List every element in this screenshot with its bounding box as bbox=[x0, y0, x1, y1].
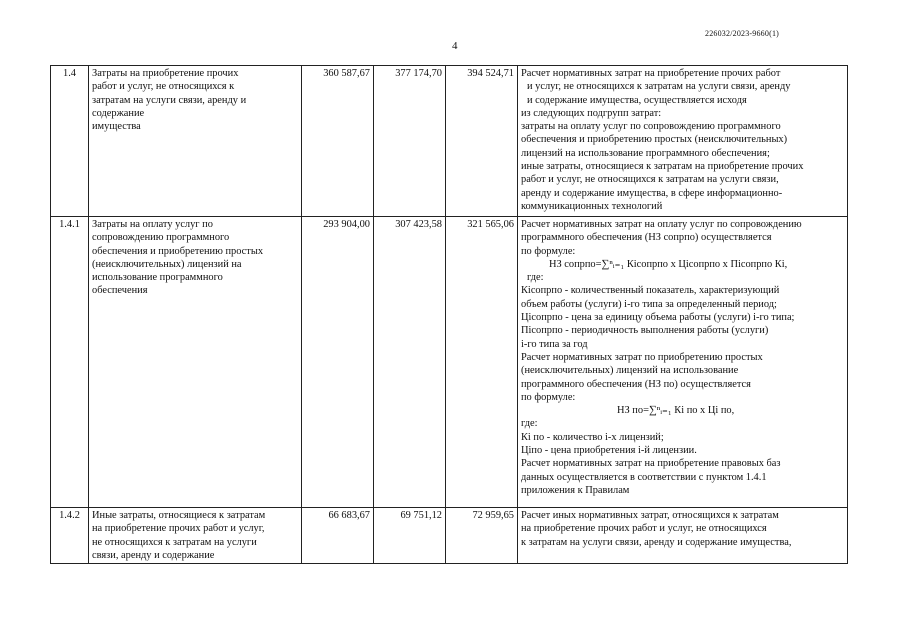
desc-line: і-го типа за год bbox=[521, 338, 588, 350]
page-number: 4 bbox=[452, 40, 458, 52]
name-line: Иные затраты, относящиеся к затратам bbox=[92, 510, 266, 521]
desc-line: Цісопрпо - цена за единицу объема работы (услуги) і-го типа; bbox=[521, 312, 795, 324]
amount-year-3: 394 524,71 bbox=[446, 66, 518, 217]
desc-line: аренду и содержание имущества, в сфере информационно- bbox=[521, 187, 783, 199]
desc-line: объем работы (услуги) і-го типа за определенный период; bbox=[521, 298, 777, 310]
cost-table bbox=[50, 65, 848, 564]
desc-line: Расчет иных нормативных затрат, относящихся к затратам bbox=[521, 510, 779, 521]
amount-year-1: 66 683,67 bbox=[302, 508, 374, 564]
name-line: Затраты на оплату услуг по bbox=[92, 219, 213, 230]
name-line: на приобретение прочих работ и услуг, bbox=[92, 523, 265, 535]
row-name bbox=[89, 217, 302, 508]
amount-year-1: 360 587,67 bbox=[302, 66, 374, 217]
name-line: обеспечения bbox=[92, 285, 148, 297]
desc-line: затраты на оплату услуг по сопровождению программного bbox=[521, 121, 781, 133]
row-description bbox=[518, 66, 848, 217]
desc-line: программного обеспечения (НЗ сопрпо) осуществляется bbox=[521, 232, 772, 244]
document-id: 226032/2023-9660(1) bbox=[705, 29, 780, 38]
sum-symbol: ∑ⁿᵢ₌₁ bbox=[648, 404, 672, 417]
table-row bbox=[51, 508, 848, 564]
desc-line: Ціпо - цена приобретения і-й лицензии. bbox=[521, 445, 697, 457]
name-line: Затраты на приобретение прочих bbox=[92, 68, 239, 79]
desc-line: где: bbox=[521, 418, 538, 430]
amount-year-3: 72 959,65 bbox=[446, 508, 518, 564]
desc-line: коммуникационных технологий bbox=[521, 200, 663, 212]
desc-line: лицензий на использование программного обеспечения; bbox=[521, 147, 770, 159]
row-number: 1.4.1 bbox=[51, 217, 89, 508]
formula-license bbox=[521, 404, 844, 417]
desc-line: Расчет нормативных затрат на приобретение правовых баз bbox=[521, 458, 781, 470]
row-name bbox=[89, 508, 302, 564]
name-line: связи, аренду и содержание bbox=[92, 549, 215, 561]
name-line: (неисключительных) лицензий на bbox=[92, 258, 242, 270]
desc-line: по формуле: bbox=[521, 245, 576, 257]
amount-year-2: 377 174,70 bbox=[374, 66, 446, 217]
name-line: затратам на услуги связи, аренду и bbox=[92, 94, 247, 106]
row-description bbox=[518, 508, 848, 564]
desc-line: иные затраты, относящиеся к затратам на приобретение прочих bbox=[521, 161, 804, 173]
row-number: 1.4 bbox=[51, 66, 89, 217]
desc-line: Расчет нормативных затрат на оплату услуг по сопровождению bbox=[521, 219, 802, 230]
desc-line: и услуг, не относящихся к затратам на услуги связи, аренду bbox=[527, 81, 791, 93]
sum-symbol: ∑ⁿᵢ₌₁ bbox=[601, 257, 625, 270]
row-description bbox=[518, 217, 848, 508]
desc-line: к затратам на услуги связи, аренду и содержание имущества, bbox=[521, 536, 792, 548]
desc-line: Расчет нормативных затрат на приобретение прочих работ bbox=[521, 68, 781, 79]
desc-line: и содержание имущества, осуществляется исходя bbox=[527, 94, 747, 106]
desc-line: Кі по - количество і-х лицензий; bbox=[521, 431, 664, 443]
amount-year-1: 293 904,00 bbox=[302, 217, 374, 508]
row-name bbox=[89, 66, 302, 217]
formula-left: НЗ по= bbox=[617, 405, 649, 417]
desc-line: программного обеспечения (НЗ по) осуществляется bbox=[521, 378, 751, 390]
amount-year-3: 321 565,06 bbox=[446, 217, 518, 508]
formula-right: Кі по х Ці по, bbox=[671, 405, 735, 417]
desc-line: из следующих подгрупп затрат: bbox=[521, 107, 662, 119]
formula-left: НЗ сопрпо= bbox=[549, 258, 602, 270]
desc-line: по формуле: bbox=[521, 391, 576, 403]
amount-year-2: 69 751,12 bbox=[374, 508, 446, 564]
name-line: обеспечения и приобретению простых bbox=[92, 245, 264, 257]
row-number: 1.4.2 bbox=[51, 508, 89, 564]
name-line: работ и услуг, не относящихся к bbox=[92, 81, 235, 93]
formula-right: Кісопрпо х Цісопрпо х Пісопрпо Кі, bbox=[624, 258, 788, 270]
desc-line: Кісопрпо - количественный показатель, характеризующий bbox=[521, 285, 780, 297]
name-line: использование программного bbox=[92, 272, 223, 284]
desc-line: где: bbox=[527, 272, 544, 284]
desc-line: приложения к Правилам bbox=[521, 484, 630, 496]
formula-support bbox=[521, 258, 844, 271]
desc-line: Пісопрпо - периодичность выполнения работы (услуги) bbox=[521, 325, 769, 337]
desc-line: Расчет нормативных затрат по приобретению простых bbox=[521, 351, 763, 363]
name-line: имущества bbox=[92, 121, 141, 133]
table-row bbox=[51, 66, 848, 217]
desc-line: (неисключительных) лицензий на использование bbox=[521, 365, 739, 377]
desc-line: обеспечения и приобретению простых (неисключительных) bbox=[521, 134, 788, 146]
desc-line: на приобретение прочих работ и услуг, не относящихся bbox=[521, 523, 767, 535]
name-line: сопровождению программного bbox=[92, 232, 230, 244]
desc-line: работ и услуг, не относящихся к затратам на услуги связи, bbox=[521, 174, 779, 186]
desc-line: данных осуществляется в соответствии с пунктом 1.4.1 bbox=[521, 471, 767, 483]
amount-year-2: 307 423,58 bbox=[374, 217, 446, 508]
table-row bbox=[51, 217, 848, 508]
name-line: не относящихся к затратам на услуги bbox=[92, 536, 257, 548]
name-line: содержание bbox=[92, 107, 145, 119]
